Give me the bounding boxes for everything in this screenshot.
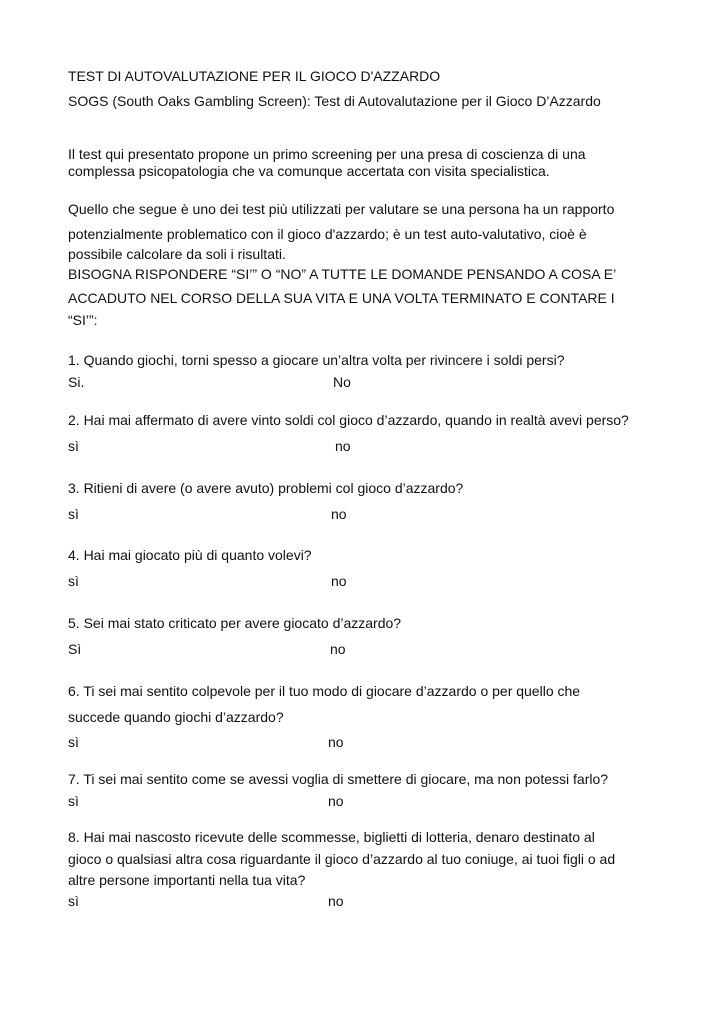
document-subtitle: SOGS (South Oaks Gambling Screen): Test di Autovalutazione per il Gioco D’Azzardo bbox=[68, 93, 601, 109]
question-7-yes-option: sì bbox=[68, 793, 79, 809]
question-6-text-line-1: 6. Ti sei mai sentito colpevole per il tuo modo di giocare d’azzardo o per quello che bbox=[68, 683, 581, 699]
question-5-text: 5. Sei mai stato criticato per avere giocato d’azzardo? bbox=[68, 615, 402, 631]
intro-paragraph-2-line-3: possibile calcolare da soli i risultati. bbox=[68, 246, 286, 262]
question-8-text-line-1: 8. Hai mai nascosto ricevute delle scommesse, biglietti di lotteria, denaro destinato al bbox=[68, 829, 595, 845]
document-title: TEST DI AUTOVALUTAZIONE PER IL GIOCO D'AZZARDO bbox=[68, 68, 441, 84]
question-5-no-option: no bbox=[330, 641, 346, 657]
question-1-yes-option: Si. bbox=[68, 374, 85, 390]
question-8-yes-option: sì bbox=[68, 893, 79, 909]
question-2-text: 2. Hai mai affermato di avere vinto soldi col gioco d’azzardo, quando in realtà avevi perso? bbox=[68, 412, 629, 428]
intro-paragraph-1-line-2: complessa psicopatologia che va comunque accertata con visita specialistica. bbox=[68, 163, 550, 179]
question-8-text-line-2: gioco o qualsiasi altra cosa riguardante il gioco d’azzardo al tuo coniuge, ai tuoi figli o ad bbox=[68, 851, 616, 867]
question-6-no-option: no bbox=[328, 734, 344, 750]
question-1-no-option: No bbox=[333, 374, 351, 390]
question-4-no-option: no bbox=[331, 573, 347, 589]
intro-paragraph-2-line-2: potenzialmente problematico con il gioco d'azzardo; è un test auto-valutativo, cioè è bbox=[68, 226, 587, 242]
question-4-yes-option: sì bbox=[68, 573, 79, 589]
question-1-text: 1. Quando giochi, torni spesso a giocare un’altra volta per rivincere i soldi persi? bbox=[68, 352, 565, 368]
instructions-line-1: BISOGNA RISPONDERE “SI’” O “NO” A TUTTE LE DOMANDE PENSANDO A COSA E’ bbox=[68, 266, 617, 282]
question-3-text: 3. Ritieni di avere (o avere avuto) problemi col gioco d’azzardo? bbox=[68, 480, 464, 496]
instructions-line-3: “SI’”: bbox=[68, 312, 98, 328]
instructions-line-2: ACCADUTO NEL CORSO DELLA SUA VITA E UNA VOLTA TERMINATO E CONTARE I bbox=[68, 290, 615, 306]
intro-paragraph-1-line-1: Il test qui presentato propone un primo screening per una presa di coscienza di una bbox=[68, 146, 586, 162]
question-6-text-line-2: succede quando giochi d’azzardo? bbox=[68, 709, 284, 725]
question-7-no-option: no bbox=[328, 793, 344, 809]
question-2-yes-option: sì bbox=[68, 438, 79, 454]
question-8-no-option: no bbox=[328, 893, 344, 909]
question-2-no-option: no bbox=[335, 438, 351, 454]
question-5-yes-option: Sì bbox=[68, 641, 82, 657]
question-6-yes-option: sì bbox=[68, 734, 79, 750]
question-4-text: 4. Hai mai giocato più di quanto volevi? bbox=[68, 547, 312, 563]
question-8-text-line-3: altre persone importanti nella tua vita? bbox=[68, 872, 306, 888]
question-3-yes-option: sì bbox=[68, 506, 79, 522]
question-7-text: 7. Ti sei mai sentito come se avessi voglia di smettere di giocare, ma non potessi farlo? bbox=[68, 771, 609, 787]
intro-paragraph-2-line-1: Quello che segue è uno dei test più utilizzati per valutare se una persona ha un rapporto bbox=[68, 201, 615, 217]
question-3-no-option: no bbox=[331, 506, 347, 522]
